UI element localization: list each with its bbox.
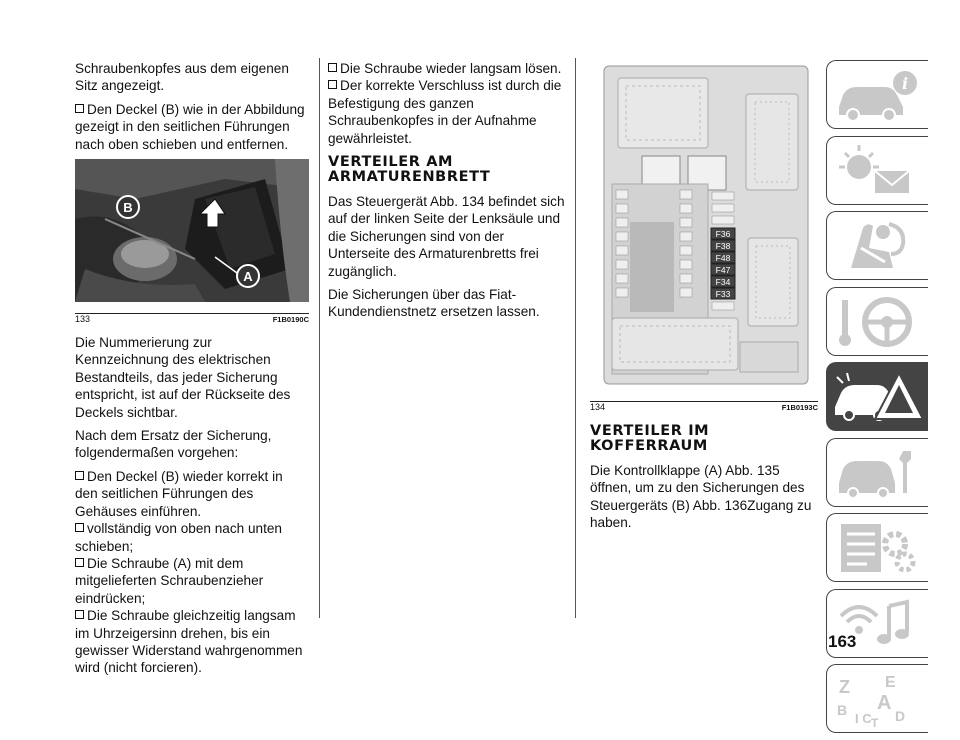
checkbox-bullet-icon [75,471,84,480]
column-right [590,60,818,538]
tab-seat-airbag[interactable] [826,211,928,280]
step-text: Den Deckel (B) wie in der Abbildung gezeigt in den seitlichen Führungen nach oben schieben und entfernen. [75,101,305,152]
car-info-icon [833,67,923,123]
tab-warning-lights[interactable] [826,136,928,205]
key-steering-icon [833,294,923,350]
fuse-label: F34 [715,277,731,287]
paragraph: Die Nummerierung zur Kennzeichnung des elektrischen Bestandteils, das jeder Sicherung entspricht, ist auf der Rückseite des Deckels sichtbar. [75,335,291,420]
label-a: A [243,269,253,285]
svg-text:D: D [895,708,906,724]
section-heading: VERTEILER IM KOFFERRAUM [590,423,710,454]
figure-133 [75,159,309,324]
fuse-label: F38 [715,241,731,251]
checkbox-bullet-icon [75,610,84,619]
seat-airbag-icon [833,218,923,274]
fuse-label: F47 [715,265,731,275]
tab-car-info[interactable] [826,60,928,129]
paragraph: Schraubenkopfes aus dem eigenen Sitz angezeigt. [75,61,289,94]
label-b: B [123,200,133,216]
step-text: Die Schraube wieder langsam lösen. [340,61,562,76]
technical-data-icon [833,520,923,576]
figure-code: F1B0193C [781,402,818,412]
tab-key-steering[interactable] [826,287,928,356]
fuse-label: F36 [715,229,731,239]
svg-text:i: i [901,74,909,93]
paragraph: Das Steuergerät Abb. 134 befindet sich auf der linken Seite der Lenksäule und die Sicherungen sind von der Unterseite des Armaturenbretts frei zugänglich. [328,194,565,279]
svg-text:I C: I C [855,711,872,726]
step-item [328,77,566,147]
fuse-box-cover-photo [75,159,309,302]
figure-number: 133 [75,313,91,324]
checkbox-bullet-icon [75,104,84,113]
paragraph: Die Sicherungen über das Fiat-Kundendienstnetz ersetzen lassen. [328,287,540,320]
step-item [75,468,309,520]
step-text: Der korrekte Verschluss ist durch die Befestigung des ganzen Schraubenkopfes in der Aufnahme gewährleistet. [328,78,562,146]
svg-text:T: T [871,716,879,730]
fuse-control-unit-drawing [590,62,818,388]
checkbox-bullet-icon [75,523,84,532]
checkbox-bullet-icon [75,558,84,567]
car-breakdown-icon [833,369,923,425]
checkbox-bullet-icon [328,80,337,89]
tab-car-breakdown[interactable] [826,362,928,431]
paragraph: Die Kontrollklappe (A) Abb. 135 öffnen, um zu den Sicherungen des Steuergeräts (B) Abb. 136Zugang zu haben. [590,463,812,531]
svg-text:A: A [877,692,892,714]
car-maintenance-icon [833,445,923,501]
fuse-label: F33 [715,289,731,299]
column-divider [319,58,320,618]
svg-text:E: E [885,674,896,691]
step-text: Die Schraube gleichzeitig langsam im Uhrzeigersinn drehen, bis ein gewisser Widerstand wahrgenommen wird (nicht forcieren). [75,608,303,676]
column-divider [575,58,576,618]
step-item [75,607,309,677]
column-middle [328,60,566,327]
warning-lights-icon [833,143,923,199]
checkbox-bullet-icon [328,63,337,72]
tab-technical-data[interactable] [826,513,928,582]
svg-text:B: B [837,702,848,718]
step-item [75,555,309,607]
index-icon [833,671,923,730]
step-item [75,520,309,555]
figure-code: F1B0190C [272,314,309,324]
page-number: 163 [828,632,857,651]
paragraph: Nach dem Ersatz der Sicherung, folgendermaßen vorgehen: [75,428,272,461]
figure-number: 134 [590,401,606,412]
step-text: vollständig von oben nach unten schieben; [75,521,282,554]
fuse-label: F48 [715,253,731,263]
step-item [75,101,309,153]
figure-134 [590,62,818,412]
step-text: Die Schraube (A) mit dem mitgelieferten Schraubenzieher eindrücken; [75,555,264,606]
step-text: Den Deckel (B) wieder korrekt in den seitlichen Führungen des Gehäuses einführen. [75,468,283,519]
section-heading: VERTEILER AM ARMATURENBRETT [328,154,491,186]
svg-text:Z: Z [839,677,850,697]
step-item [328,60,566,77]
tab-car-maintenance[interactable] [826,438,928,507]
tab-index[interactable] [826,664,928,733]
column-left [75,60,309,677]
